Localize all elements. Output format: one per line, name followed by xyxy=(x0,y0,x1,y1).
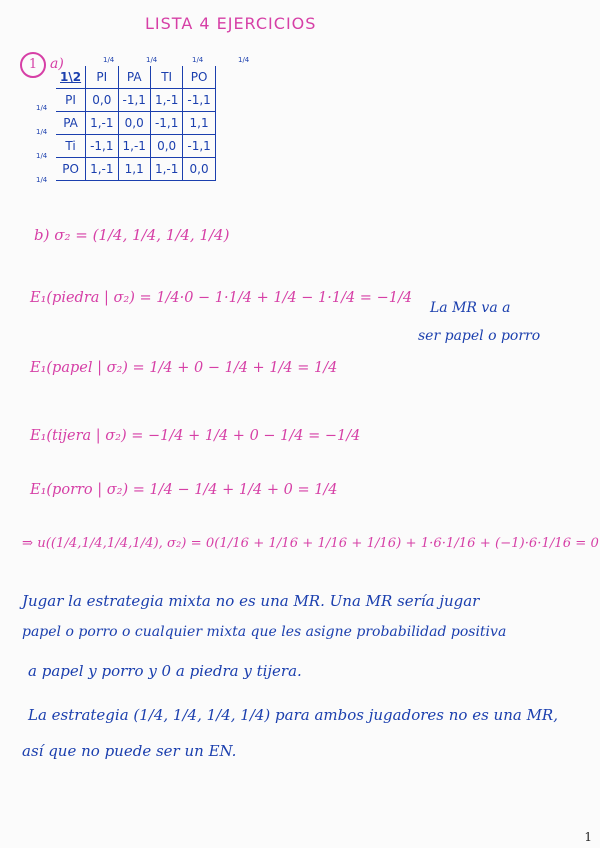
conclusion-line: papel o porro o cualquier mixta que les asigne probabilidad positiva xyxy=(22,624,507,640)
conclusion-line: Jugar la estrategia mixta no es una MR. Una MR sería jugar xyxy=(22,592,480,610)
conclusion-line: La estrategia (1/4, 1/4, 1/4, 1/4) para ambos jugadores no es una MR, xyxy=(28,706,558,724)
table-row xyxy=(56,89,215,112)
column-header: PO xyxy=(183,66,215,89)
payoff-cell: 1,-1 xyxy=(118,135,150,158)
col-prob: 1/4 xyxy=(192,56,204,64)
part-a-label: a) xyxy=(50,56,64,72)
payoff-cell: 0,0 xyxy=(86,89,118,112)
row-header: Ti xyxy=(56,135,86,158)
payoff-cell: 0,0 xyxy=(118,112,150,135)
table-row xyxy=(56,135,215,158)
exercise-number: 1 xyxy=(20,52,46,78)
col-prob: 1/4 xyxy=(103,56,115,64)
column-header: PA xyxy=(118,66,150,89)
player-corner: 1\2 xyxy=(56,66,86,89)
row-header: PA xyxy=(56,112,86,135)
equation-papel: E₁(papel | σ₂) = 1/4 + 0 − 1/4 + 1/4 = 1/4 xyxy=(30,360,338,376)
table-header-row xyxy=(56,66,215,89)
payoff-cell: 0,0 xyxy=(150,135,182,158)
row-header: PI xyxy=(56,89,86,112)
side-note-line: ser papel o porro xyxy=(418,328,541,344)
page-number: 1 xyxy=(584,830,592,844)
payoff-cell: 1,-1 xyxy=(150,158,182,181)
equation-utility: ⇒ u((1/4,1/4,1/4,1/4), σ₂) = 0(1/16 + 1/16 + 1/16 + 1/16) + 1·6·1/16 + (−1)·6·1/16 = 0 xyxy=(22,536,599,551)
equation-piedra: E₁(piedra | σ₂) = 1/4·0 − 1·1/4 + 1/4 − 1·1/4 = −1/4 xyxy=(30,290,413,306)
payoff-cell: -1,1 xyxy=(183,135,215,158)
row-prob: 1/4 xyxy=(36,104,48,112)
row-prob: 1/4 xyxy=(36,128,48,136)
payoff-cell: 1,-1 xyxy=(86,158,118,181)
equation-porro: E₁(porro | σ₂) = 1/4 − 1/4 + 1/4 + 0 = 1/4 xyxy=(30,482,338,498)
table-row xyxy=(56,158,215,181)
payoff-cell: 1,-1 xyxy=(86,112,118,135)
payoff-cell: -1,1 xyxy=(150,112,182,135)
side-note-line: La MR va a xyxy=(430,300,511,316)
payoff-cell: -1,1 xyxy=(86,135,118,158)
conclusion-line: así que no puede ser un EN. xyxy=(22,742,237,760)
column-header: PI xyxy=(86,66,118,89)
row-prob: 1/4 xyxy=(36,176,48,184)
page-title: LISTA 4 EJERCICIOS xyxy=(145,14,317,33)
column-header: TI xyxy=(150,66,182,89)
col-prob: 1/4 xyxy=(238,56,250,64)
payoff-cell: 1,1 xyxy=(183,112,215,135)
conclusion-line: a papel y porro y 0 a piedra y tijera. xyxy=(28,662,302,680)
row-header: PO xyxy=(56,158,86,181)
col-prob: 1/4 xyxy=(146,56,158,64)
part-b-strategy: b) σ₂ = (1/4, 1/4, 1/4, 1/4) xyxy=(34,226,230,244)
payoff-cell: -1,1 xyxy=(183,89,215,112)
payoff-table xyxy=(56,66,216,181)
table-row xyxy=(56,112,215,135)
payoff-cell: 1,-1 xyxy=(150,89,182,112)
equation-tijera: E₁(tijera | σ₂) = −1/4 + 1/4 + 0 − 1/4 = −1/4 xyxy=(30,428,361,444)
payoff-cell: 1,1 xyxy=(118,158,150,181)
row-prob: 1/4 xyxy=(36,152,48,160)
payoff-cell: -1,1 xyxy=(118,89,150,112)
payoff-cell: 0,0 xyxy=(183,158,215,181)
